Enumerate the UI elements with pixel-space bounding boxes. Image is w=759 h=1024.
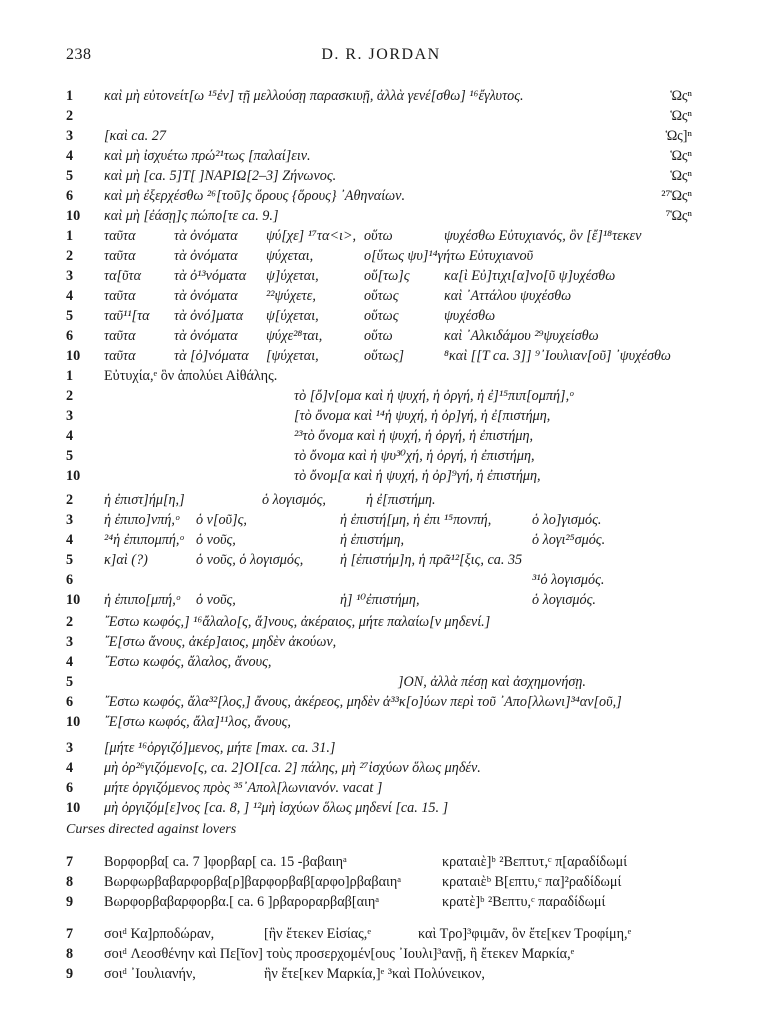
- line-number: 2: [66, 108, 74, 124]
- col-d: ³¹ὁ λογισμός.: [532, 572, 605, 588]
- line-row: [66, 166, 716, 186]
- col-b: ὁ νοῦς,: [196, 532, 236, 548]
- line-row: [66, 612, 716, 632]
- line-text: καὶ μὴ [ἐάσῃ]ς πώπο[τε ca. 9.]: [104, 208, 279, 224]
- line-number: 4: [66, 760, 74, 776]
- line-row: [66, 146, 716, 166]
- line-siglum: ²⁷Ὡςⁿ: [661, 188, 692, 204]
- col-d: ὁ λο]γισμός.: [532, 512, 602, 528]
- line-number: 5: [66, 674, 74, 690]
- col-c: ἡ ἐπιστή[μη, ἡ ἐπι ¹⁵πονπή,: [340, 512, 492, 528]
- col-b: τὰ ὀνόματα: [174, 288, 238, 304]
- line-row: [66, 758, 716, 778]
- line-number: 3: [66, 634, 74, 650]
- col-c: καὶ Τρο]³φιμᾶν, ὃν ἔτε[κεν Τροφίμη,ᵉ: [418, 926, 632, 942]
- col-b: ὁ νοῦς,: [196, 592, 236, 608]
- line-row: [66, 446, 716, 466]
- line-row: [66, 550, 716, 570]
- line-siglum: Ὡςⁿ: [670, 148, 692, 164]
- col-c: ψύ[χε] ¹⁷τα<ι>,: [266, 228, 357, 244]
- line-text: [μήτε ¹⁶ὀργιζό]μενος, μήτε [max. ca. 31.]: [104, 740, 336, 756]
- line-number: 1: [66, 228, 74, 244]
- col-b: κραταιὲᵇ Β[επτυ,ᶜ πα]²ραδίδωμί: [442, 874, 622, 890]
- line-number: 4: [66, 148, 74, 164]
- line-row: [66, 426, 716, 446]
- text-block-6: [66, 738, 716, 818]
- col-a: Βορφορβα[ ca. 7 ]φορβαρ[ ca. 15 -βαβαιηᵃ: [104, 854, 347, 870]
- line-row: [66, 226, 716, 246]
- col-c: ἡ ἐπιστήμη,: [340, 532, 405, 548]
- col-a: σοιᵈ ᾿Ιουλιανήν,: [104, 966, 196, 982]
- line-row: [66, 530, 716, 550]
- line-siglum: ⁷Ὡςⁿ: [665, 208, 692, 224]
- line-number: 2: [66, 248, 74, 264]
- line-siglum: Ὡςⁿ: [670, 88, 692, 104]
- text-block-3: [66, 366, 716, 486]
- line-number: 8: [66, 874, 74, 890]
- col-a: σοιᵈ Λεοσθένην καὶ Πε[ῖον] τοὺς προσερχομέν[ους ᾿Ιουλι]³ανῇ, ἣ ἔτεκεν Μαρκία,ᵉ: [104, 946, 575, 962]
- line-row: [66, 286, 716, 306]
- col-b: τὰ ὀνό]ματα: [174, 308, 244, 324]
- line-text: τὸ [ὄ]ν[ομα καὶ ἡ ψυχή, ἡ ὀργή, ἡ ἐ]¹⁵πιπ[ομπή],ᵒ: [294, 388, 574, 404]
- col-d: οὕτως]: [364, 348, 404, 364]
- page-header: [66, 46, 696, 70]
- line-number: 3: [66, 268, 74, 284]
- line-row: [66, 892, 716, 912]
- line-siglum: Ὡς]ⁿ: [665, 128, 692, 144]
- col-b: ὁ λογισμός,: [262, 492, 326, 508]
- line-siglum: Ὡςⁿ: [670, 168, 692, 184]
- line-number: 3: [66, 512, 74, 528]
- col-a: ταῦτα: [104, 328, 136, 344]
- line-number: 5: [66, 552, 74, 568]
- line-row: [66, 632, 716, 652]
- col-c: ψ]ύχεται,: [266, 268, 319, 284]
- line-number: 7: [66, 854, 74, 870]
- line-text: τὸ ὄνομα καὶ ἡ ψυ³⁰χή, ἡ ὀργή, ἡ ἐπιστήμη,: [294, 448, 535, 464]
- line-number: 4: [66, 428, 74, 444]
- line-row: [66, 326, 716, 346]
- line-text: [τὸ ὄνομα καὶ ¹⁴ἡ ψυχή, ἡ ὀρ]γή, ἡ ἐ[πιστήμη,: [294, 408, 551, 424]
- text-block-1: [66, 86, 716, 226]
- line-row: [66, 306, 716, 326]
- line-text: ῎Ε[στω κωφός, ἄλα]¹¹λος, ἄνους,: [104, 714, 291, 730]
- col-a: τα[ῦτα: [104, 268, 142, 284]
- line-number: 2: [66, 614, 74, 630]
- line-number: 10: [66, 592, 81, 608]
- col-e: ⁸καὶ [[Τ ca. 3]] ⁹᾿Ιουλιαν[οῦ] ᾿ψυχέσθω: [444, 348, 671, 364]
- col-a: Βωρφορβαβαρφορβα.[ ca. 6 ]ρβαροραρβαβ[αιηᵃ: [104, 894, 380, 910]
- col-e: καὶ ᾿Αττάλου ψυχέσθω: [444, 288, 572, 304]
- col-b: τὰ [ὀ]νόματα: [174, 348, 249, 364]
- col-b: κραταιὲ]ᵇ ²Βεπτυτ,ᶜ π[αραδίδωμί: [442, 854, 628, 870]
- line-text: ῎Εστω κωφός, ἄλαλος, ἄνους,: [104, 654, 272, 670]
- col-a: ταῦτα: [104, 288, 136, 304]
- col-a: κ]αὶ (?): [104, 552, 148, 568]
- col-b: [ἣν ἔτεκεν Εἰσίας,ᵉ: [264, 926, 371, 942]
- line-number: 10: [66, 800, 81, 816]
- line-number: 10: [66, 348, 81, 364]
- line-row: [66, 510, 716, 530]
- line-number: 2: [66, 492, 74, 508]
- col-d: οὕτω: [364, 228, 393, 244]
- line-row: [66, 346, 716, 366]
- line-text: ῎Εστω κωφός, ἄλα³²[λος,] ἄνους, ἀκέρεος, μηδὲν ἀ³³κ[ο]ύων περὶ τοῦ ᾿Απο[λλωνι]³⁴αν[οῦ,]: [104, 694, 622, 710]
- line-row: [66, 852, 716, 872]
- col-b: ὁ ν[οῦ]ς,: [196, 512, 247, 528]
- col-c: [ψύχεται,: [266, 348, 319, 364]
- line-row: [66, 738, 716, 758]
- col-d: ὁ λογισμός.: [532, 592, 596, 608]
- line-row: [66, 206, 716, 226]
- line-number: 2: [66, 388, 74, 404]
- col-b: τὰ ὀνόματα: [174, 248, 238, 264]
- col-c: ἡ ἐ[πιστήμη.: [366, 492, 436, 508]
- line-row: [66, 712, 716, 732]
- col-c: ²²ψύχετε,: [266, 288, 316, 304]
- line-number: 4: [66, 532, 74, 548]
- col-d: οὕτως: [364, 308, 399, 324]
- col-d: οὕτω: [364, 328, 393, 344]
- col-a: ταῦτα: [104, 348, 136, 364]
- col-a: ἡ ἐπιπο[μπή,ᵒ: [104, 592, 180, 608]
- line-number: 3: [66, 128, 74, 144]
- line-row: [66, 466, 716, 486]
- col-a: ἡ ἐπιστ]ήμ[η,]: [104, 492, 185, 508]
- line-row: [66, 570, 716, 590]
- col-b: τὰ ὀ¹³νόματα: [174, 268, 247, 284]
- line-text: ]ΟΝ, ἀλλὰ πέσῃ καὶ ἀσχημονήσῃ.: [398, 674, 586, 690]
- line-number: 8: [66, 946, 74, 962]
- line-number: 1: [66, 368, 74, 384]
- line-number: 7: [66, 926, 74, 942]
- line-row: [66, 964, 716, 984]
- col-e: καὶ ᾿Αλκιδάμου ²⁹ψυχείσθω: [444, 328, 599, 344]
- col-d: ο[ὕτως ψυ]¹⁴γήτω Εὐτυχιανοῦ: [364, 248, 534, 264]
- line-number: 3: [66, 408, 74, 424]
- col-c: ἡ] ¹⁰ἐπιστήμη,: [340, 592, 420, 608]
- line-text: καὶ μὴ [ca. 5]Τ[ ]ΝΑΡΙΩ[2–3] Ζήνωνος.: [104, 168, 337, 184]
- col-d: οὕτως: [364, 288, 399, 304]
- line-number: 6: [66, 328, 74, 344]
- line-row: [66, 944, 716, 964]
- text-block-2: [66, 226, 716, 366]
- line-number: 10: [66, 714, 81, 730]
- line-number: 6: [66, 572, 74, 588]
- col-e: ψυχέσθω Εὐτυχιανός, ὃν [ἔ]¹⁸τεκεν: [444, 228, 642, 244]
- col-d: ὁ λογι²⁵σμός.: [532, 532, 606, 548]
- line-row: [66, 106, 716, 126]
- col-b: τὰ ὀνόματα: [174, 228, 238, 244]
- line-number: 6: [66, 694, 74, 710]
- line-text: τὸ ὄνομ[α καὶ ἡ ψυχή, ἡ ὀρ]⁹γή, ἡ ἐπιστήμη,: [294, 468, 541, 484]
- line-number: 5: [66, 168, 74, 184]
- col-a: ἡ ἐπιπο]νπή,ᵒ: [104, 512, 179, 528]
- line-siglum: Ὡςⁿ: [670, 108, 692, 124]
- col-d: οὕ[τω]ς: [364, 268, 410, 284]
- line-number: 9: [66, 966, 74, 982]
- line-number: 6: [66, 780, 74, 796]
- text-block-7: [66, 852, 716, 912]
- running-head: D. R. JORDAN: [321, 46, 441, 63]
- line-text: καὶ μὴ ἐξερχέσθω ²⁶[τοῦ]ς ὅρους {ὅρους} ᾿Αθηναίων.: [104, 188, 406, 204]
- line-number: 4: [66, 288, 74, 304]
- line-row: [66, 406, 716, 426]
- line-text: καὶ μὴ εὐτονείτ[ω ¹⁵ἐν] τῇ μελλούσῃ παρασκιυῇ, ἀλλὰ γενέ[σθω] ¹⁶ἔγλυτος.: [104, 88, 524, 104]
- page-number: 238: [66, 46, 92, 63]
- line-number: 9: [66, 894, 74, 910]
- line-row: [66, 490, 716, 510]
- text-block-5: [66, 612, 716, 732]
- col-c: ψύχεται,: [266, 248, 314, 264]
- line-text: μὴ ὀργιζόμ[ε]νος [ca. 8, ] ¹²μὴ ἰσχύων ὅλως μηδενί [ca. 15. ]: [104, 800, 449, 816]
- line-row: [66, 652, 716, 672]
- line-number: 6: [66, 188, 74, 204]
- line-text: ῎Εστω κωφός,] ¹⁶ἄλαλο[ς, ἄ]νους, ἀκέραιος, μήτε παλαίω[ν μηδενί.]: [104, 614, 491, 630]
- col-b: τὰ ὀνόματα: [174, 328, 238, 344]
- line-text: μὴ ὀρ²⁶γιζόμενο[ς, ca. 2]ΟΙ[ca. 2] πάλης, μὴ ²⁷ἰσχύων ὅλως μηδέν.: [104, 760, 481, 776]
- line-row: [66, 266, 716, 286]
- line-row: [66, 386, 716, 406]
- col-b: ὁ νοῦς, ὁ λογισμός,: [196, 552, 304, 568]
- col-b: κρατὲ]ᵇ ²Βεπτυ,ᶜ παραδίδωμί: [442, 894, 606, 910]
- col-c: ψύχε²⁸ται,: [266, 328, 323, 344]
- line-row: [66, 872, 716, 892]
- line-number: 10: [66, 468, 81, 484]
- line-number: 10: [66, 208, 81, 224]
- line-number: 4: [66, 654, 74, 670]
- line-text: [καὶ ca. 27: [104, 128, 166, 144]
- col-a: ταῦτα: [104, 228, 136, 244]
- line-text: ²³τὸ ὄνομα καὶ ἡ ψυχή, ἡ ὀργή, ἡ ἐπιστήμη,: [294, 428, 534, 444]
- text-block-4: [66, 490, 716, 610]
- col-b: ἣν ἔτε[κεν Μαρκία,]ᵉ ³καὶ Πολύνεικον,: [264, 966, 485, 982]
- line-row: [66, 692, 716, 712]
- col-a: ²⁴ἡ ἐπιπομπή,ᵒ: [104, 532, 184, 548]
- col-a: ταῦ¹¹[τα: [104, 308, 150, 324]
- line-number: 5: [66, 448, 74, 464]
- line-text: καὶ μὴ ἰσχυέτω πρώ²¹τως [παλαί]ειν.: [104, 148, 311, 164]
- col-c: ψ[ύχεται,: [266, 308, 319, 324]
- col-c: ἡ [ἐπιστήμ]η, ἡ πρᾶ¹²[ξις, ca. 35: [340, 552, 523, 568]
- line-number: 3: [66, 740, 74, 756]
- col-e: ψυχέσθω: [444, 308, 496, 324]
- col-a: σοιᵈ Κα]ρποδώραν,: [104, 926, 215, 942]
- line-row: [66, 246, 716, 266]
- line-number: 1: [66, 88, 74, 104]
- line-text: Εὐτυχία,ᵉ ὃν ἀπολύει Αἰθάλης.: [104, 368, 278, 384]
- line-row: [66, 366, 716, 386]
- line-row: [66, 86, 716, 106]
- line-text: ῎Ε[στω ἄνους, ἀκέρ]αιος, μηδὲν ἀκούων,: [104, 634, 337, 650]
- col-a: Βωρφωρβαβαρφορβα[ρ]βαρφορβαβ[αρφο]ρβαβαιηᵃ: [104, 874, 402, 890]
- line-text: μήτε ὀργιζόμενος πρὸς ³⁵᾿Απολ[λωνιανόν. vacat ]: [104, 780, 383, 796]
- section-title: Curses directed against lovers: [66, 822, 237, 837]
- col-a: ταῦτα: [104, 248, 136, 264]
- col-e: κα[ὶ Εὐ]τιχι[α]νο[ῦ ψ]υχέσθω: [444, 268, 616, 284]
- line-row: [66, 924, 716, 944]
- line-row: [66, 798, 716, 818]
- line-row: [66, 126, 716, 146]
- line-number: 5: [66, 308, 74, 324]
- line-row: [66, 186, 716, 206]
- line-row: [66, 672, 716, 692]
- line-row: [66, 590, 716, 610]
- line-row: [66, 778, 716, 798]
- text-block-8: [66, 924, 716, 984]
